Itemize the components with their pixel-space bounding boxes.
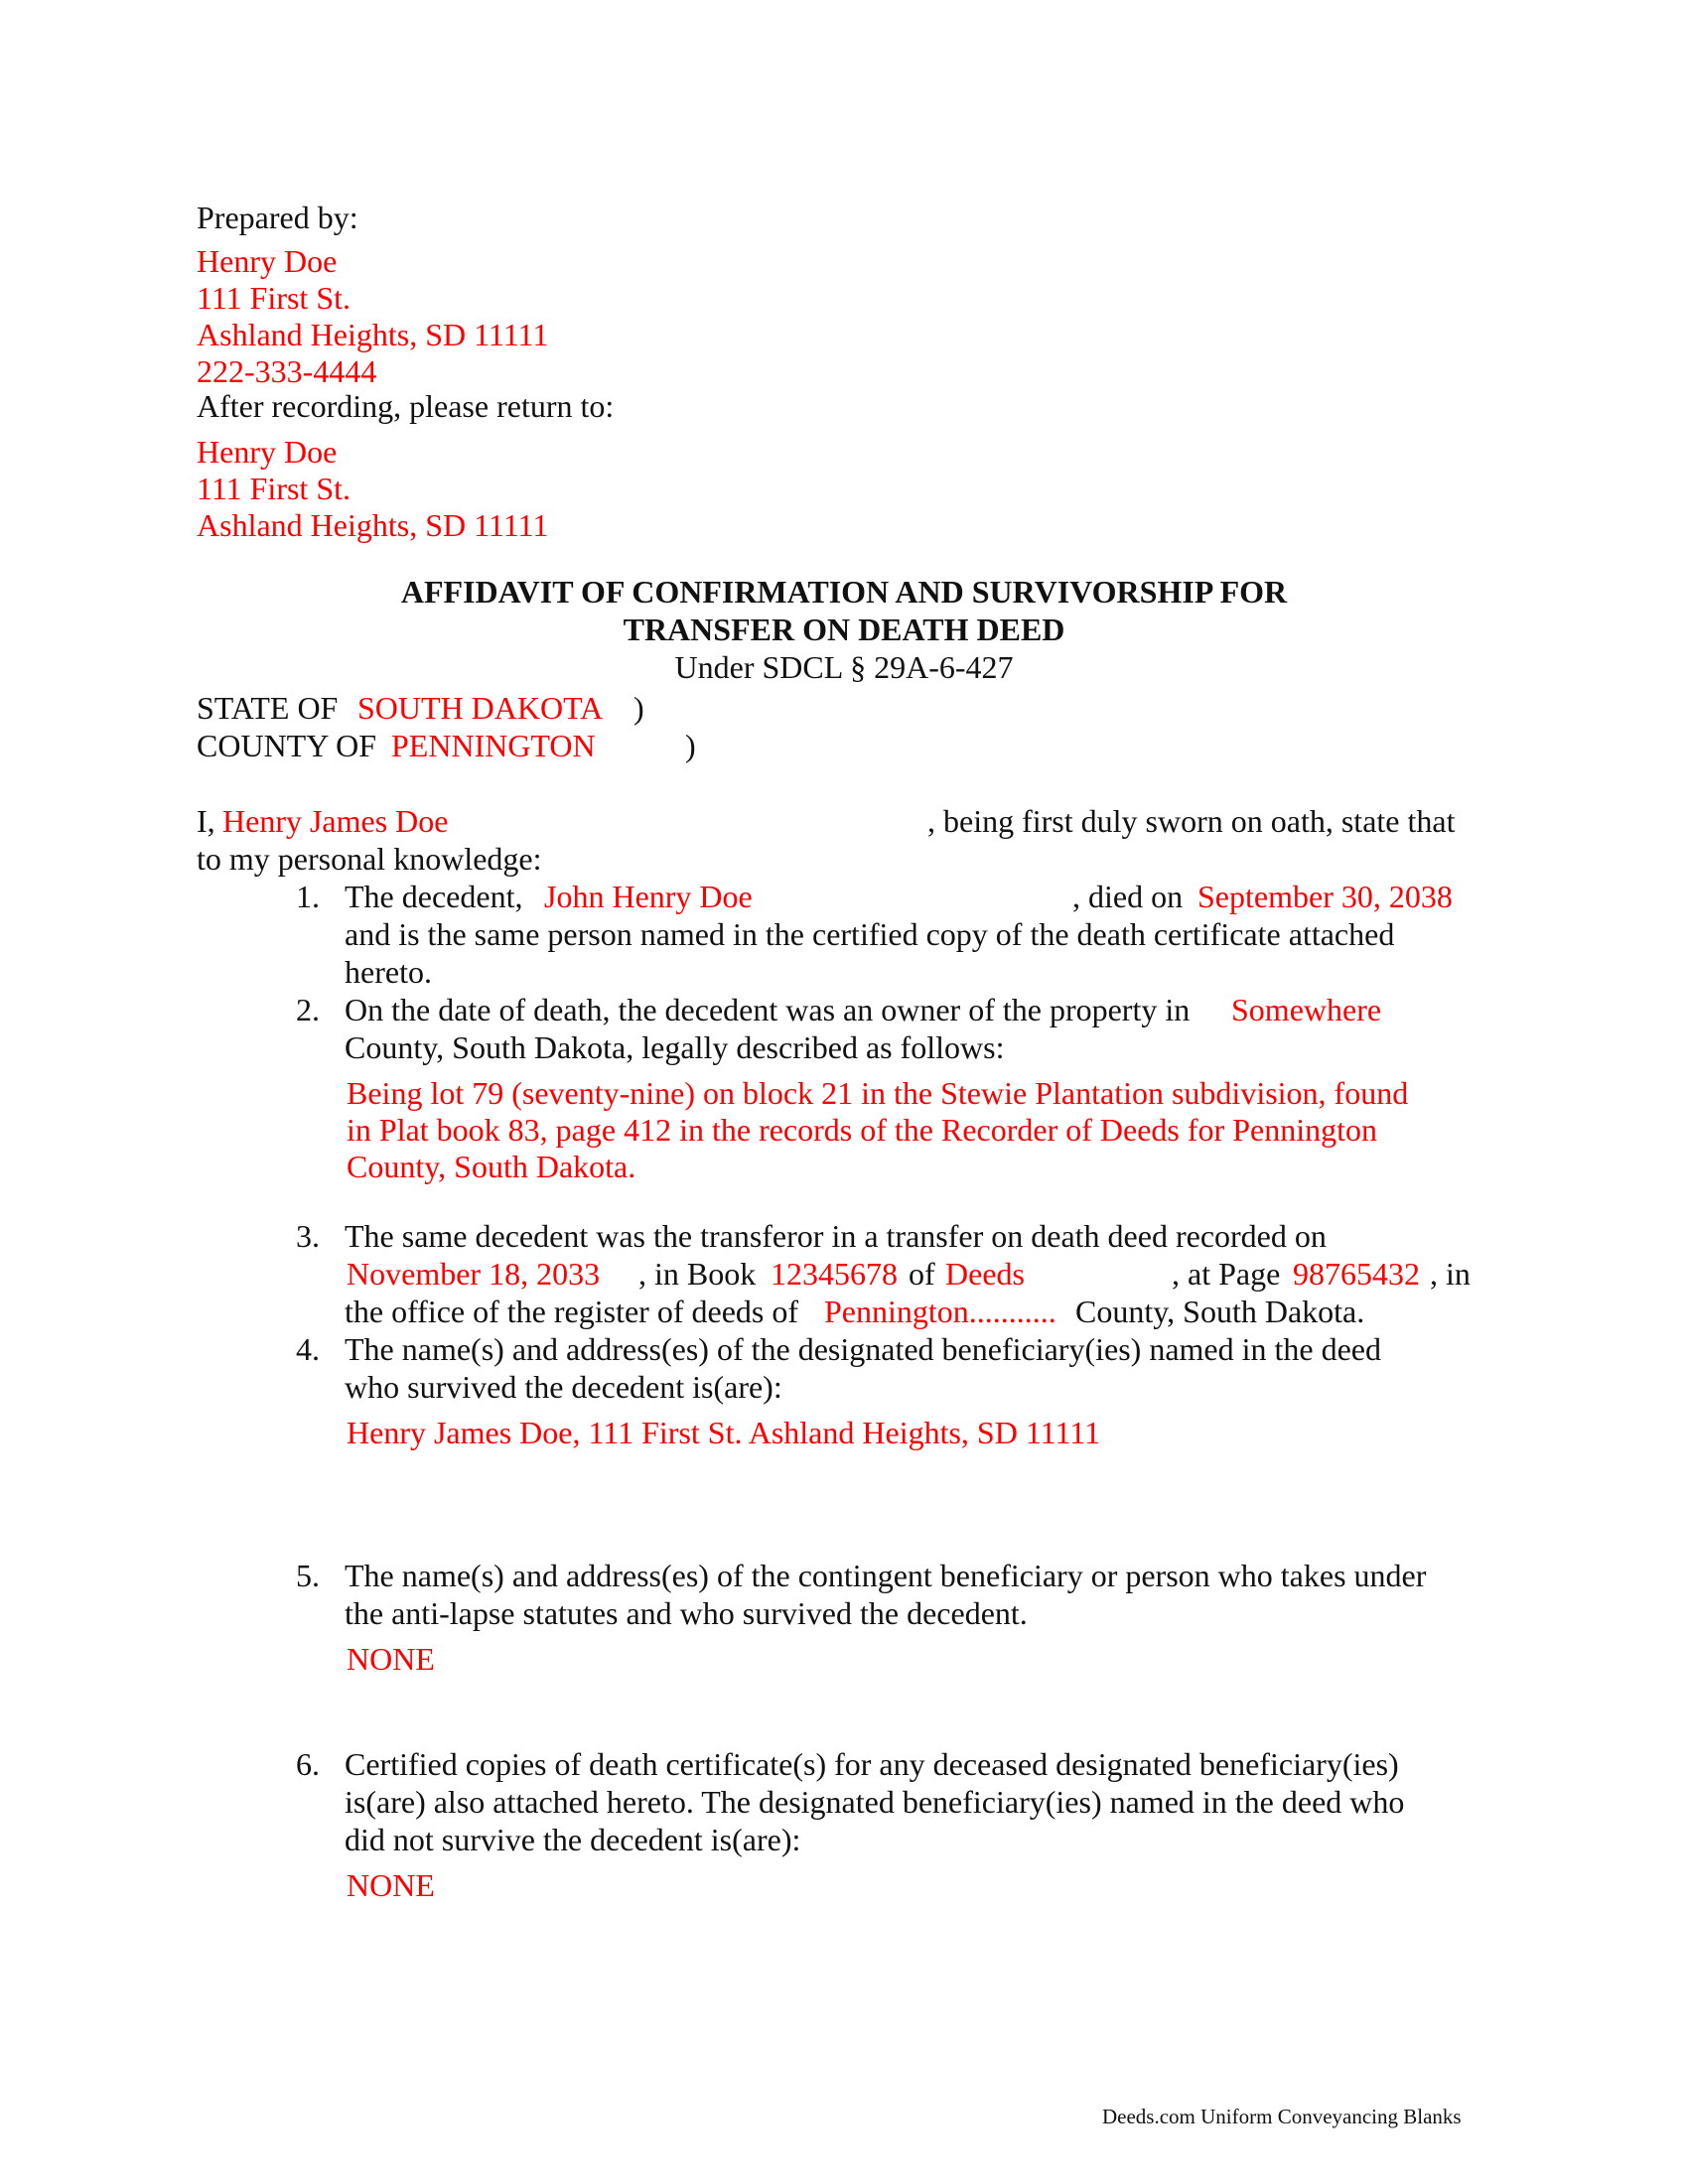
affiant-prefix: I,: [197, 803, 215, 839]
preparer-name: Henry Doe: [197, 243, 338, 279]
item-3-line1: The same decedent was the transferor in a transfer on death deed recorded on: [345, 1218, 1327, 1254]
item-4-number: 4.: [296, 1331, 320, 1367]
state-paren: ): [633, 690, 644, 726]
of-label: of: [909, 1256, 935, 1292]
return-to-label: After recording, please return to:: [197, 388, 615, 424]
died-on-label: , died on: [1072, 879, 1184, 914]
item-1-line2: and is the same person named in the certified copy of the death certificate attached: [345, 916, 1395, 952]
item-5-line2: the anti-lapse statutes and who survived the decedent.: [345, 1595, 1028, 1631]
preparer-street: 111 First St.: [197, 280, 351, 316]
item-1-number: 1.: [296, 879, 320, 914]
item-6-line3: did not survive the decedent is(are):: [345, 1822, 801, 1857]
statute-reference: Under SDCL § 29A-6-427: [674, 649, 1014, 685]
affiant-knowledge: to my personal knowledge:: [197, 841, 542, 877]
affiant-name: Henry James Doe: [222, 803, 449, 839]
item-4-line1: The name(s) and address(es) of the designated beneficiary(ies) named in the deed: [345, 1331, 1381, 1367]
item-6-line2: is(are) also attached hereto. The designated beneficiary(ies) named in the deed who: [345, 1784, 1405, 1820]
item-6-line1: Certified copies of death certificate(s) for any deceased designated beneficiary(ies): [345, 1746, 1399, 1782]
page-number: 98765432: [1293, 1256, 1420, 1292]
footer-branding: Deeds.com Uniform Conveyancing Blanks: [1102, 2105, 1462, 2128]
item-2-number: 2.: [296, 992, 320, 1027]
book-type: Deeds: [945, 1256, 1025, 1292]
item-3-number: 3.: [296, 1218, 320, 1254]
in-book-label: , in Book: [638, 1256, 757, 1292]
item-6-number: 6.: [296, 1746, 320, 1782]
deed-recorded-date: November 18, 2033: [347, 1256, 601, 1292]
county-label: COUNTY OF: [197, 728, 377, 763]
state-label: STATE OF: [197, 690, 339, 726]
item-2-lead: On the date of death, the decedent was an owner of the property in: [345, 992, 1191, 1027]
property-county: Somewhere: [1231, 992, 1382, 1027]
in-label: , in: [1430, 1256, 1471, 1292]
contingent-beneficiary: NONE: [347, 1641, 435, 1677]
document-title-line2: TRANSFER ON DEATH DEED: [623, 612, 1065, 647]
register-office-label: the office of the register of deeds of: [345, 1294, 798, 1329]
decedent-name: John Henry Doe: [544, 879, 753, 914]
legal-description-line3: County, South Dakota.: [347, 1149, 636, 1184]
item-1-line3: hereto.: [345, 954, 432, 990]
item-4-line2: who survived the decedent is(are):: [345, 1369, 782, 1405]
item-5-line1: The name(s) and address(es) of the contingent beneficiary or person who takes under: [345, 1558, 1427, 1593]
document-title-line1: AFFIDAVIT OF CONFIRMATION AND SURVIVORSHIP FOR: [400, 574, 1288, 610]
deceased-beneficiary: NONE: [347, 1867, 435, 1903]
book-number: 12345678: [771, 1256, 898, 1292]
preparer-city: Ashland Heights, SD 11111: [197, 317, 549, 352]
state-value: SOUTH DAKOTA: [357, 690, 604, 726]
preparer-phone: 222-333-4444: [197, 353, 377, 389]
register-county: Pennington...........: [824, 1294, 1056, 1329]
county-value: PENNINGTON: [391, 728, 596, 763]
county-paren: ): [685, 728, 696, 763]
legal-description-line2: in Plat book 83, page 412 in the records of the Recorder of Deeds for Pennington: [347, 1112, 1377, 1148]
return-street: 111 First St.: [197, 471, 351, 506]
item-1-lead: The decedent,: [345, 879, 523, 914]
item-5-number: 5.: [296, 1558, 320, 1593]
death-date: September 30, 2038: [1197, 879, 1453, 914]
surviving-beneficiary: Henry James Doe, 111 First St. Ashland Heights, SD 11111: [347, 1415, 1101, 1450]
affiant-oath: , being first duly sworn on oath, state that: [927, 803, 1456, 839]
item-3-tail: County, South Dakota.: [1075, 1294, 1365, 1329]
return-city: Ashland Heights, SD 11111: [197, 507, 549, 543]
item-2-line2: County, South Dakota, legally described as follows:: [345, 1029, 1005, 1065]
prepared-by-label: Prepared by:: [197, 200, 358, 235]
legal-description-line1: Being lot 79 (seventy-nine) on block 21 in the Stewie Plantation subdivision, found: [347, 1075, 1409, 1111]
at-page-label: , at Page: [1172, 1256, 1281, 1292]
return-name: Henry Doe: [197, 434, 338, 470]
